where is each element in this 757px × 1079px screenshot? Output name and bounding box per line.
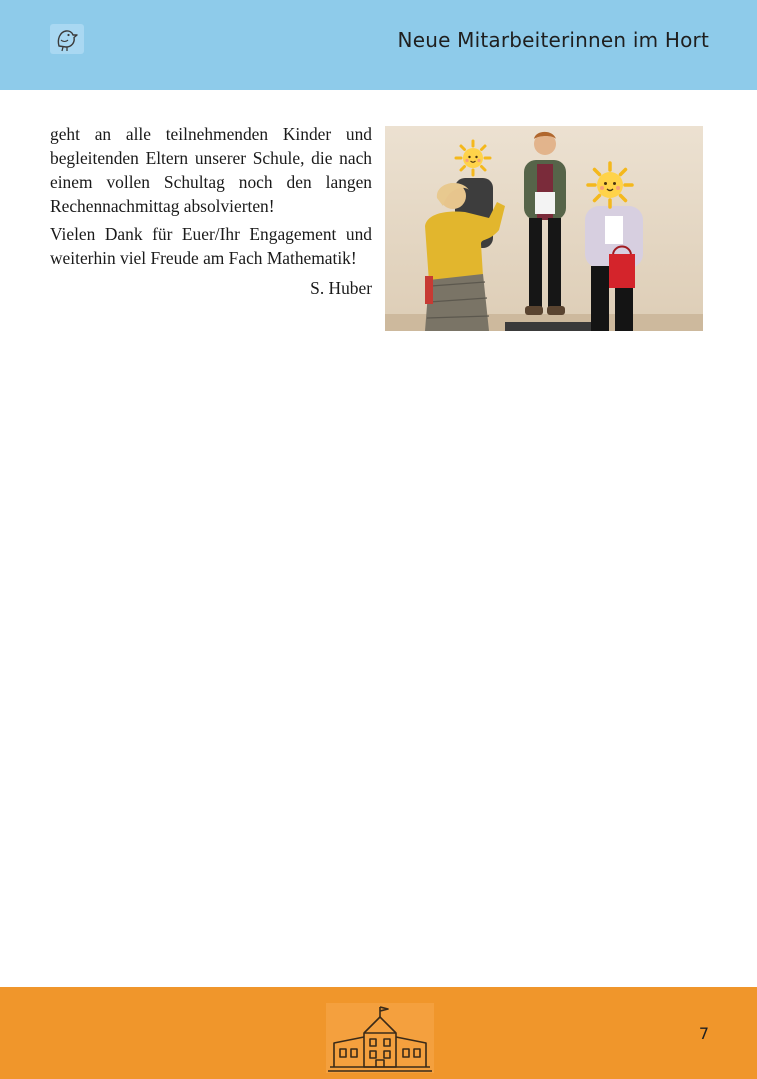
school-building-icon bbox=[326, 1003, 434, 1073]
award-ceremony-photo bbox=[385, 126, 703, 331]
article-paragraph: Vielen Dank für Euer/Ihr Engagement und weiterhin viel Freude am Fach Mathematik! bbox=[50, 224, 372, 268]
page-number: 7 bbox=[698, 1024, 709, 1043]
page-header bbox=[0, 0, 757, 90]
article-paragraph: geht an alle teilnehmenden Kinder und begleitenden Eltern unserer Schule, die nach einem vollen Schultag noch den langen Rechennachmittag absolvierten! bbox=[50, 124, 372, 216]
sun-emoji-icon bbox=[456, 141, 490, 175]
header-title: Neue Mitarbeiterinnen im Hort bbox=[397, 28, 709, 52]
photo-illustration bbox=[385, 126, 703, 331]
sun-emoji-icon bbox=[588, 163, 632, 207]
page-footer bbox=[0, 987, 757, 1079]
bird-icon bbox=[50, 24, 84, 54]
article-signature: S. Huber bbox=[310, 278, 372, 298]
article-text bbox=[50, 122, 372, 304]
